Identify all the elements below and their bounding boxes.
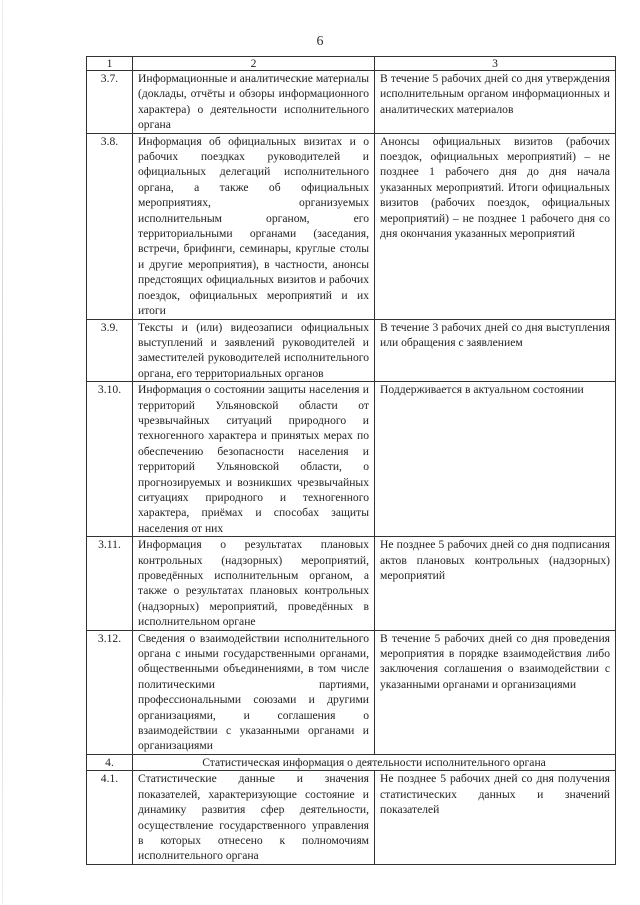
table-row [87, 382, 616, 537]
row-info: Сведения о взаимодействии исполнительного органа с иными государственными органами, общественными объединениями, в том числе политическими партиями, профессиональными союзами и другими организациями, и соглашения о взаимодействии с указанными органами и организациями [133, 630, 375, 754]
row-number: 4.1. [87, 771, 133, 864]
table-row [87, 71, 616, 134]
table-header-row [87, 57, 616, 71]
row-info: Информация о результатах плановых контрольных (надзорных) мероприятий, проведённых исполнительным органом, а также о результатах плановых контрольных (надзорных) мероприятий, проведённых в исполнительном органе [133, 537, 375, 630]
row-term: В течение 5 рабочих дней со дня утверждения исполнительным органом информационных и аналитических материалов [375, 71, 616, 134]
row-term: Поддерживается в актуальном состоянии [375, 382, 616, 537]
header-col-2: 2 [133, 57, 375, 71]
row-term: Не позднее 5 рабочих дней со дня получения статистических данных и значений показателей [375, 771, 616, 864]
row-info: Информация об официальных визитах и о рабочих поездках руководителей и официальных делегаций исполнительного органа, а также об официальных мероприятиях, организуемых исполнительным органом, его территориальными органами (заседания, встречи, брифинги, семинары, круглые столы и другие мероприятия), в частности, анонсы предстоящих официальных визитов и рабочих поездок, официальных мероприятий и их итоги [133, 133, 375, 319]
header-col-1: 1 [87, 57, 133, 71]
scan-edge [2, 0, 3, 905]
row-term: Не позднее 5 рабочих дней со дня подписания актов плановых контрольных (надзорных) мероприятий [375, 537, 616, 630]
row-number: 3.11. [87, 537, 133, 630]
row-info: Тексты и (или) видеозаписи официальных выступлений и заявлений руководителей и заместителей руководителей исполнительного органа, его территориальных органов [133, 319, 375, 382]
row-number: 3.7. [87, 71, 133, 134]
section-row [87, 754, 616, 770]
row-number: 3.12. [87, 630, 133, 754]
row-info: Информация о состоянии защиты населения и территорий Ульяновской области от чрезвычайных ситуаций природного и техногенного характера и принятых мерах по обеспечению безопасности населения и территорий Ульяновской области, о прогнозируемых и возникших чрезвычайных ситуациях природного и техногенного характера, приёмах и способах защиты населения от них [133, 382, 375, 537]
info-table [86, 56, 616, 865]
section-title: Статистическая информация о деятельности исполнительного органа [133, 754, 616, 770]
row-number: 3.8. [87, 133, 133, 319]
table-row [87, 771, 616, 864]
row-number: 3.10. [87, 382, 133, 537]
page-number: 6 [316, 34, 324, 49]
section-number: 4. [87, 754, 133, 770]
table-row [87, 537, 616, 630]
row-term: Анонсы официальных визитов (рабочих поездок, официальных мероприятий) – не позднее 1 рабочего дня до дня начала указанных мероприятий. Итоги официальных визитов (рабочих поездок, официальных мероприятий) – не позднее 1 рабочего дня со дня окончания указанных мероприятий [375, 133, 616, 319]
table-row [87, 319, 616, 382]
row-number: 3.9. [87, 319, 133, 382]
row-info: Статистические данные и значения показателей, характеризующие состояние и динамику развития сфер деятельности, осуществление государственного управления в которых отнесено к полномочиям исполнительного органа [133, 771, 375, 864]
row-info: Информационные и аналитические материалы (доклады, отчёты и обзоры информационного характера) о деятельности исполнительного органа [133, 71, 375, 134]
table-row [87, 133, 616, 319]
table-row [87, 630, 616, 754]
row-term: В течение 3 рабочих дней со дня выступления или обращения с заявлением [375, 319, 616, 382]
row-term: В течение 5 рабочих дней со дня проведения мероприятия в порядке взаимодействия либо заключения соглашения о взаимодействии с указанными органами и организациями [375, 630, 616, 754]
header-col-3: 3 [375, 57, 616, 71]
